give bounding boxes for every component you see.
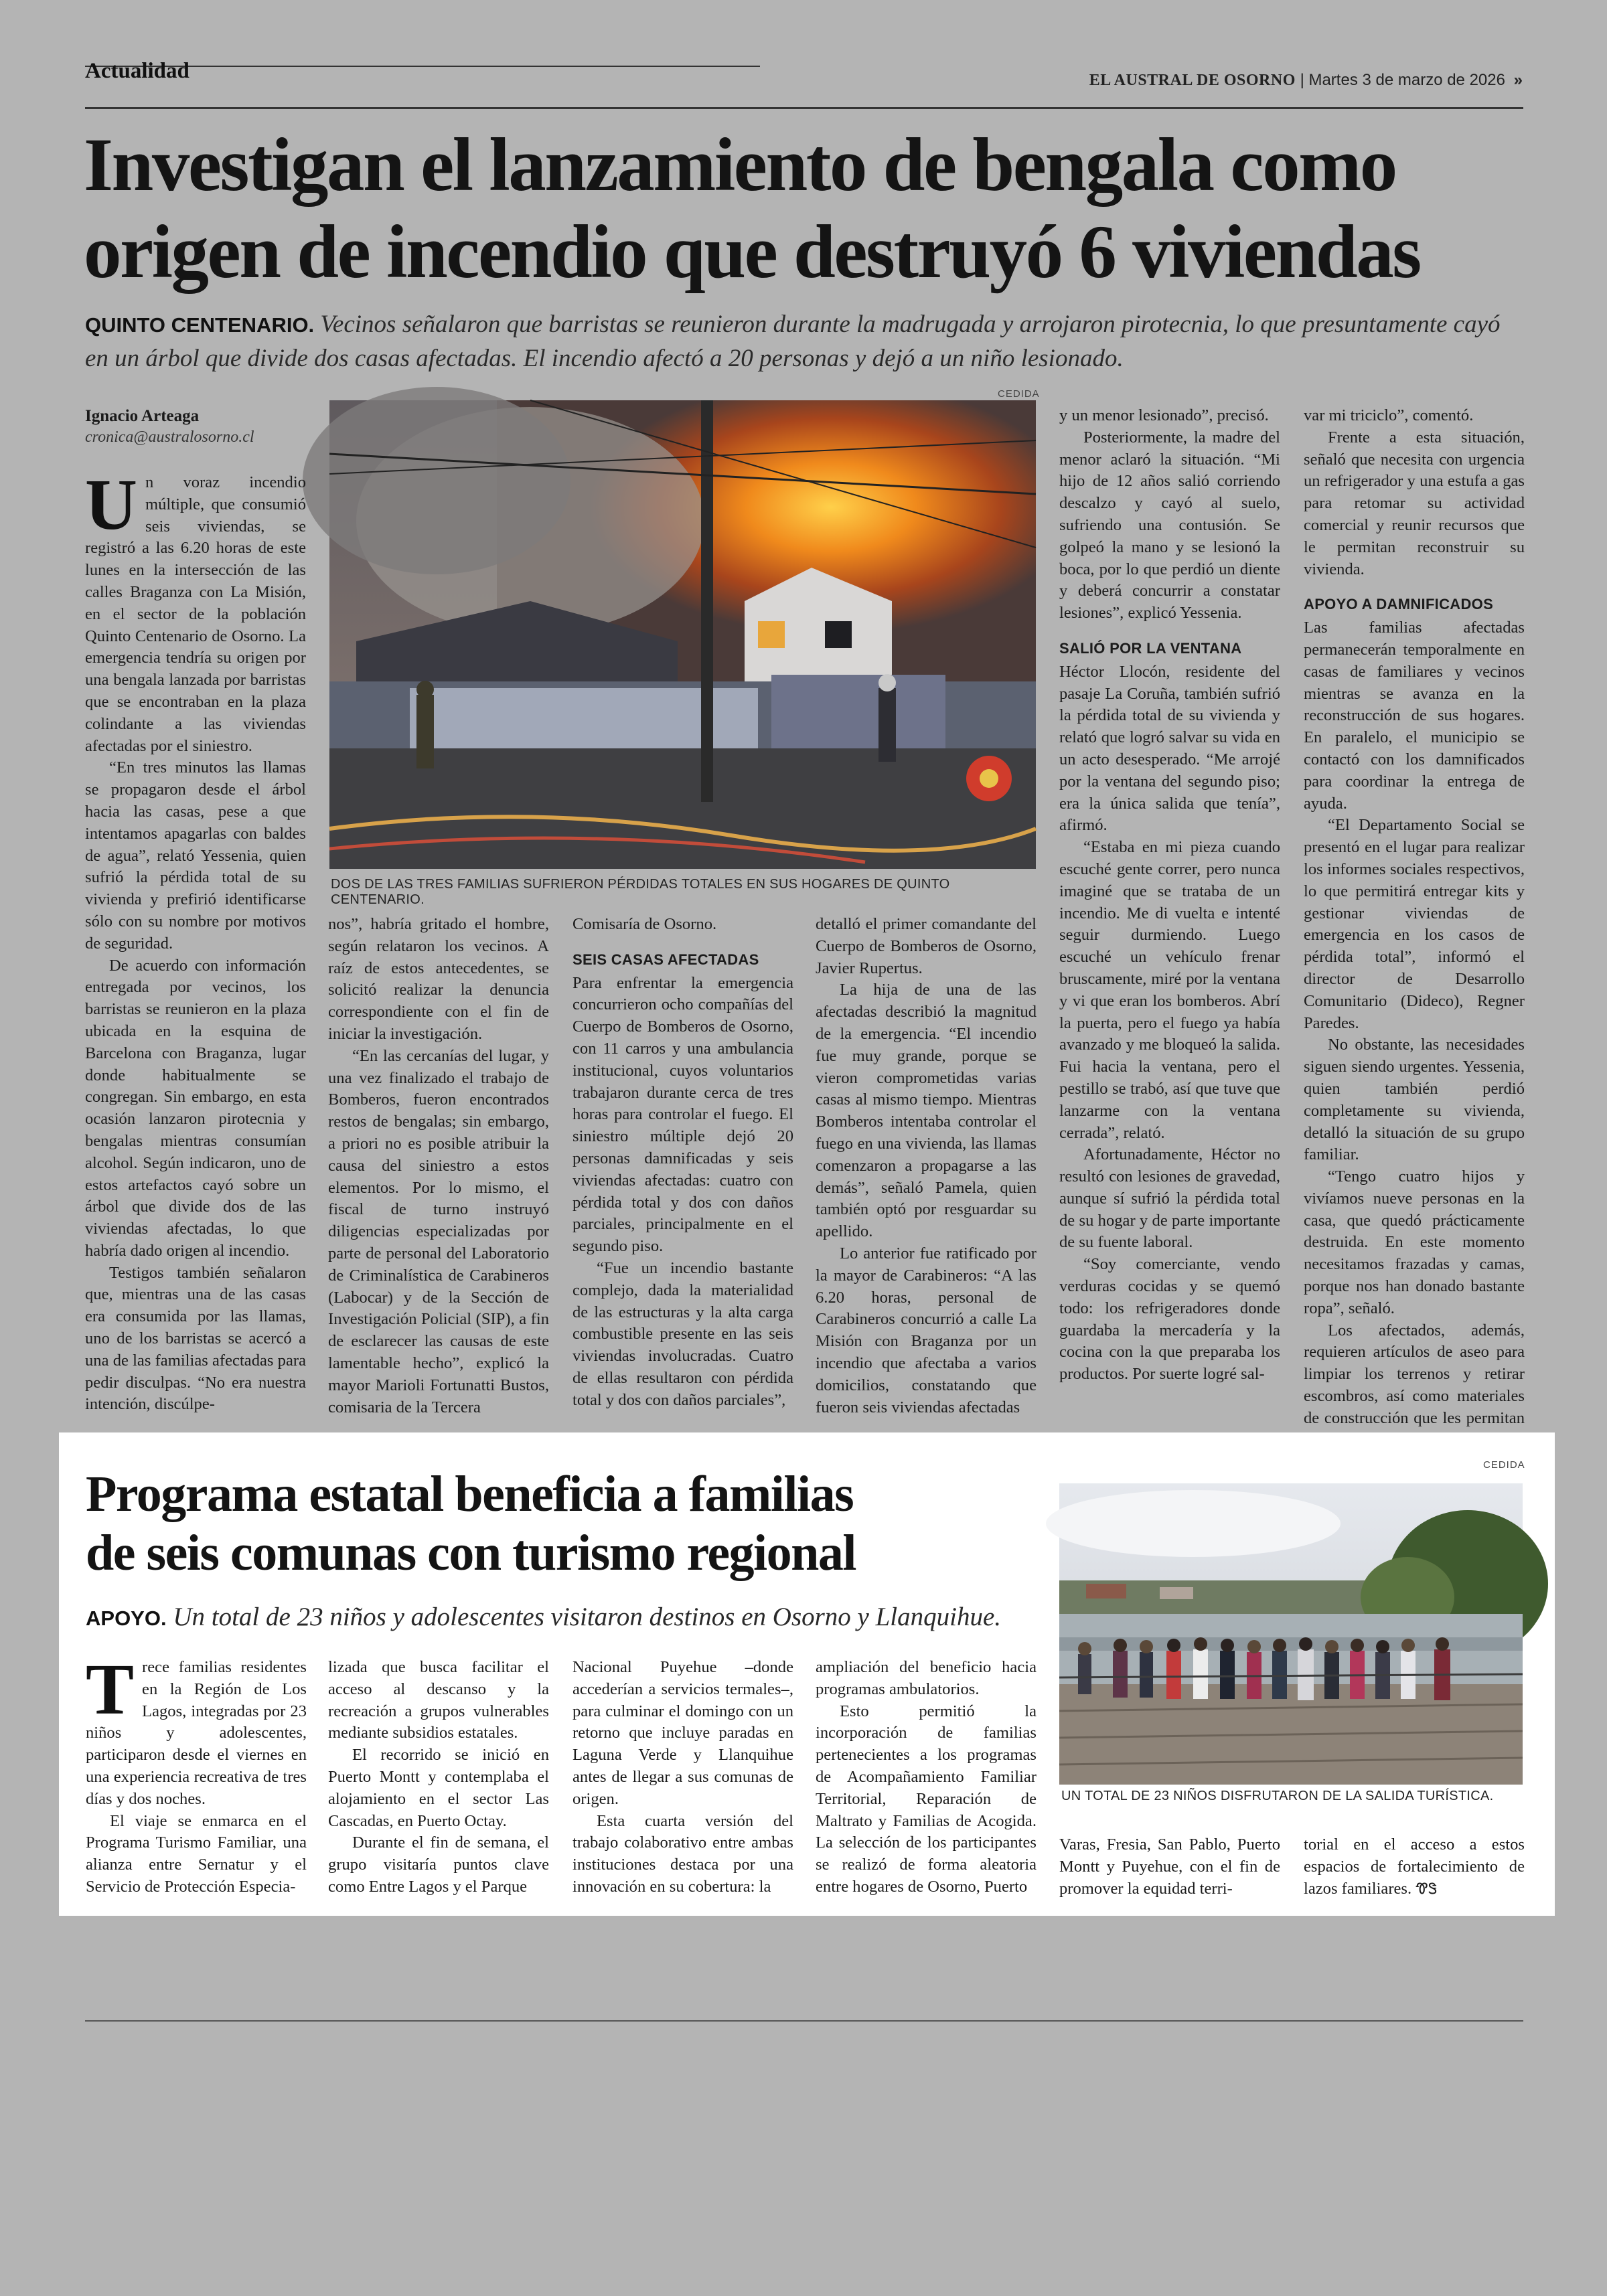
paragraph: Varas, Fresia, San Pablo, Puerto Montt y Puyehue, con el fin de promover la equidad terri-: [1059, 1835, 1280, 1898]
paragraph: De acuerdo con información entregada por vecinos, los barristas se reunieron en la plaza ubicada en la esquina de Barcelona con Braganza, lugar donde habitualmente se congregan. Sin embargo, en esta ocasión lanzaron pirotecnia y bengalas mientras consumían alcohol. Según indicaron, uno de estos artefactos cayó sobre un árbol que divide dos de las viviendas afectadas, lo que habría dado origen al incendio.: [85, 956, 306, 1260]
author-email[interactable]: cronica@australosorno.cl: [85, 428, 254, 446]
paragraph: nos”, habría gritado el hombre, según relataron los vecinos. A raíz de estos antecedentes, se solicitó realizar la denuncia correspondiente con el fin de iniciar la investigación.: [328, 915, 549, 1043]
tourism-photo-illustration: [1059, 1483, 1523, 1785]
article1-lead-text: Vecinos señalaron que barristas se reunieron durante la madrugada y arrojaron pirotecnia, lo que presuntamente cayó en un árbol que divide dos casas afectadas. El incendio afectó a 20 personas y dejó a un niño lesionado.: [85, 311, 1501, 372]
paragraph: El viaje se enmarca en el Programa Turismo Familiar, una alianza entre Sernatur y el Servicio de Protección Especia-: [86, 1811, 307, 1896]
article1-headline-line1: Investigan el lanzamiento de bengala como: [84, 123, 1396, 207]
article2-headline: [86, 1465, 1037, 1582]
article1-column-6: [1304, 405, 1525, 1429]
paragraph-text: Los afectados, además, requieren artículos de aseo para limpiar los terrenos y retirar escombros, así como materiales de construcción que les permitan: [1304, 1321, 1525, 1427]
paragraph: “El Departamento Social se presentó en el lugar para realizar los informes sociales respectivos, lo que permitirá entregar kits y gestionar viviendas de emergencia en los casos de pérdida total”, informó el director de Desarrollo Comunitario (Dideco), Regner Paredes.: [1304, 816, 1525, 1032]
paragraph: detalló el primer comandante del Cuerpo de Bomberos de Osorno, Javier Rupertus.: [816, 915, 1037, 977]
paragraph: n voraz incendio múltiple, que consumió seis viviendas, se registró a las 6.20 horas de este lunes en la intersección de las calles Braganza con La Misión, en el sector de la población Quinto Centenario de Osorno. La emergencia tendría su origen por una bengala lanzada por barristas que se encontraban en la plaza colindante a las viviendas afectadas por el siniestro.: [85, 473, 306, 755]
paragraph: No obstante, las necesidades siguen siendo urgentes. Yessenia, quien también perdió completamente su vivienda, detalló la situación de su grupo familiar.: [1304, 1036, 1525, 1164]
article2-headline-line2: de seis comunas con turismo regional: [86, 1525, 856, 1581]
paragraph: lizada que busca facilitar el acceso al descanso y la recreación a grupos vulnerables mediante subsidios estatales.: [328, 1658, 549, 1742]
paragraph: “Estaba en mi pieza cuando escuché gente correr, pero nunca imaginé que se trataba de un incendio. Me di vuelta e intenté seguir durmiendo. Luego escuché un vehículo frenar bruscamente, miré por la ventana y vi que eran los bomberos. Abrí la puerta, pero el fuego ya había avanzado y me bloqueó la salida. Fui hacia la ventana, pero el pestillo se trabó, así que tuve que lanzarme con la ventana cerrada”, relató.: [1059, 838, 1280, 1142]
author-name: Ignacio Arteaga: [85, 407, 200, 425]
article2-headline-line1: Programa estatal beneficia a familias: [86, 1466, 854, 1522]
paragraph: Comisaría de Osorno.: [572, 915, 717, 933]
subheading-seis-casas: SEIS CASAS AFECTADAS: [572, 951, 759, 968]
paragraph: [1304, 1320, 1525, 1452]
section-label: Actualidad: [85, 59, 189, 83]
end-mark-icon: ᏡᏕ: [1415, 1880, 1438, 1897]
article2-dropcap: T: [86, 1650, 135, 1730]
article1-headline: [84, 122, 1523, 296]
article1-dropcap: U: [85, 465, 137, 545]
paragraph: Posteriormente, la madre del menor aclaró la situación. “Mi hijo de 12 años salió corriendo descalzo y cayó al suelo, sufriendo una contusión. Se golpeó la mano y se lesionó la boca, por lo que perdió un diente y deberá concurrir a constatar lesiones”, explicó Yessenia.: [1059, 428, 1280, 623]
paragraph: “Fue un incendio bastante complejo, dada la materialidad de las estructuras y la alta carga combustible presente en las seis viviendas involucradas. Cuatro de ellas resultaron con pérdida total y dos con daños parciales”,: [572, 1258, 793, 1409]
article1-column-1: [85, 465, 306, 1429]
issue-date: Martes 3 de marzo de 2026: [1308, 71, 1505, 89]
paragraph: La hija de una de las afectadas describió la magnitud de la emergencia. “El incendio fue muy grande, porque se vieron comprometidas varias casas al mismo tiempo. Mientras Bomberos intentaba controlar el fuego en una vivienda, las llamas comenzaron a propagarse a las demás”, señaló Pamela, quien también optó por resguardar su apellido.: [816, 981, 1037, 1241]
paragraph: Testigos también señalaron que, mientras una de las casas era consumida por las llamas, uno de los barristas se acercó a una de las familias afectadas para pedir disculpas. “No era nuestra intención, discúlpe-: [85, 1263, 306, 1414]
paragraph: “En tres minutos las llamas se propagaron desde el árbol hacia las casas, pese a que intentamos apagarlas con baldes de agua”, relató Yessenia, quien sufrió la pérdida total de su vivienda y prefirió identificarse sólo con su nombre por motivos de seguridad.: [85, 758, 306, 953]
paragraph: Lo anterior fue ratificado por la mayor de Carabineros: “A las 6.20 horas, personal de Carabineros concurrió a calle La Misión con Braganza por un incendio que afectaba a varios domicilios, constatando que fueron seis viviendas afectadas: [816, 1244, 1037, 1416]
paragraph: “Soy comerciante, vendo verduras cocidas y se quemó todo: los refrigeradores donde guardaba la mercadería y la cocina con la que preparaba los productos. Por suerte logré sal-: [1059, 1255, 1280, 1384]
masthead: [1089, 71, 1523, 90]
article2-lead-text: Un total de 23 niños y adolescentes visitaron destinos en Osorno y Llanquihue.: [173, 1603, 1002, 1631]
article1-kicker: QUINTO CENTENARIO.: [85, 313, 315, 337]
paragraph: rece familias residentes en la Región de Los Lagos, integradas por 23 niños y adolescentes, participaron desde el viernes en una experiencia recreativa de tres días y dos noches.: [86, 1658, 307, 1808]
article2-photo-caption: UN TOTAL DE 23 NIÑOS DISFRUTARON DE LA SALIDA TURÍSTICA.: [1061, 1789, 1494, 1803]
paragraph: var mi triciclo”, comentó.: [1304, 406, 1474, 424]
article2-lead: [86, 1601, 1050, 1635]
article2-column-5: [1059, 1834, 1280, 1908]
article2-column-2: [328, 1657, 549, 1908]
paragraph: “En las cercanías del lugar, y una vez finalizado el trabajo de Bomberos, fueron encontrados restos de bengalas; sin embargo, a priori no es posible atribuir la causa del siniestro a estos elementos. Por lo mismo, el fiscal de turno instruyó diligencias especializadas por parte de personal del Laboratorio de Criminalística de Carabineros (Labocar) y de la Sección de Investigación Policial (SIP), a fin de esclarecer las causas de este lamentable hecho”, explicó la mayor Marioli Fortunatti Bustos, comisaria de la Tercera: [328, 1046, 549, 1416]
paragraph: Para enfrentar la emergencia concurrieron ocho compañías del Cuerpo de Bomberos de Osorno, con 11 carros y una ambulancia institucional, cuyos voluntarios trabajaron durante cerca de tres horas para controlar el fuego. El siniestro múltiple dejó 20 personas damnificadas y seis viviendas afectadas: cuatro con pérdida total y dos con daños parciales, principalmente en el segundo piso.: [572, 973, 793, 1256]
paragraph: y un menor lesionado”, precisó.: [1059, 406, 1269, 424]
article1-photo-caption: DOS DE LAS TRES FAMILIAS SUFRIERON PÉRDIDAS TOTALES EN SUS HOGARES DE QUINTO CENTENARIO.: [331, 877, 950, 907]
paragraph: [1304, 1834, 1525, 1900]
article1-column-3: [572, 914, 793, 1429]
article1-headline-line2: origen de incendio que destruyó 6 viviendas: [84, 210, 1420, 294]
article1-photo-credit: CEDIDA: [998, 388, 1040, 400]
bottom-rule: [85, 2020, 1523, 2022]
paragraph: Esto permitió la incorporación de familias pertenecientes a los programas de Acompañamiento Familiar Territorial, Reparación de Maltrato y Familias de Acogida. La selección de los participantes se realizó de forma aleatoria entre hogares de Osorno, Puerto: [816, 1702, 1037, 1896]
paragraph: Héctor Llocón, residente del pasaje La Coruña, también sufrió la pérdida total de su vivienda y relató que logró salvar su vida en un acto desesperado. “Me arrojé por la ventana del segundo piso; era la única salida que tenía”, afirmó.: [1059, 662, 1280, 835]
paragraph: Esta cuarta versión del trabajo colaborativo entre ambas instituciones destaca por una innovación en su cobertura: la: [572, 1811, 793, 1896]
fire-photo-illustration: [329, 400, 1036, 869]
article2-column-3: [572, 1657, 793, 1908]
paragraph: Frente a esta situación, señaló que necesita con urgencia un refrigerador y una estufa a gas para retomar su actividad comercial y reunir recursos que le permitan reconstruir su vivienda.: [1304, 428, 1525, 578]
article1-column-2: [328, 914, 549, 1429]
paragraph-text: torial en el acceso a estos espacios de fortalecimiento de lazos familiares.: [1304, 1835, 1525, 1898]
tourism-photo: [1059, 1483, 1523, 1785]
fire-photo: [329, 400, 1036, 869]
article2-column-6: [1304, 1834, 1525, 1908]
article2-kicker: APOYO.: [86, 1607, 167, 1630]
paragraph: El recorrido se inició en Puerto Montt y contemplaba el alojamiento en el sector Las Cascadas, en Puerto Octay.: [328, 1746, 549, 1830]
paragraph: “Tengo cuatro hijos y vivíamos nueve personas en la casa, que quedó prácticamente destruida. En este momento necesitamos frazadas y camas, porque nos han donado bastante ropa”, señaló.: [1304, 1167, 1525, 1317]
paragraph: Durante el fin de semana, el grupo visitaría puntos clave como Entre Lagos y el Parque: [328, 1833, 549, 1896]
double-chevron-right-icon: »: [1513, 71, 1523, 89]
article1-column-5: [1059, 405, 1280, 1429]
article1-column-4: [816, 914, 1037, 1429]
subheading-apoyo-damnificados: APOYO A DAMNIFICADOS: [1304, 596, 1494, 613]
publication-name: EL AUSTRAL DE OSORNO: [1089, 72, 1296, 89]
article2-photo-credit: CEDIDA: [1483, 1459, 1525, 1471]
article2-column-1: [86, 1650, 307, 1908]
paragraph: Las familias afectadas permanecerán temporalmente en casas de familiares y vecinos mientras se avanza en la reconstrucción de sus hogares. En paralelo, el municipio se contactó con los damnificados para coordinar la entrega de ayuda.: [1304, 619, 1525, 813]
paragraph: ampliación del beneficio hacia programas ambulatorios.: [816, 1658, 1037, 1698]
article2-column-4: [816, 1657, 1037, 1908]
paragraph: Afortunadamente, Héctor no resultó con lesiones de gravedad, aunque sí sufrió la pérdida total de su hogar y de parte importante de su fuente laboral.: [1059, 1145, 1280, 1252]
article1-lead: [85, 308, 1525, 376]
paragraph: Nacional Puyehue –donde accederían a servicios termales–, para culminar el domingo con un retorno que incluye paradas en Laguna Verde y Llanquihue antes de llegar a sus comunas de origen.: [572, 1658, 793, 1808]
subheading-salio-ventana: SALIÓ POR LA VENTANA: [1059, 639, 1242, 657]
header-rule: [85, 107, 1523, 109]
masthead-separator: |: [1300, 71, 1304, 89]
